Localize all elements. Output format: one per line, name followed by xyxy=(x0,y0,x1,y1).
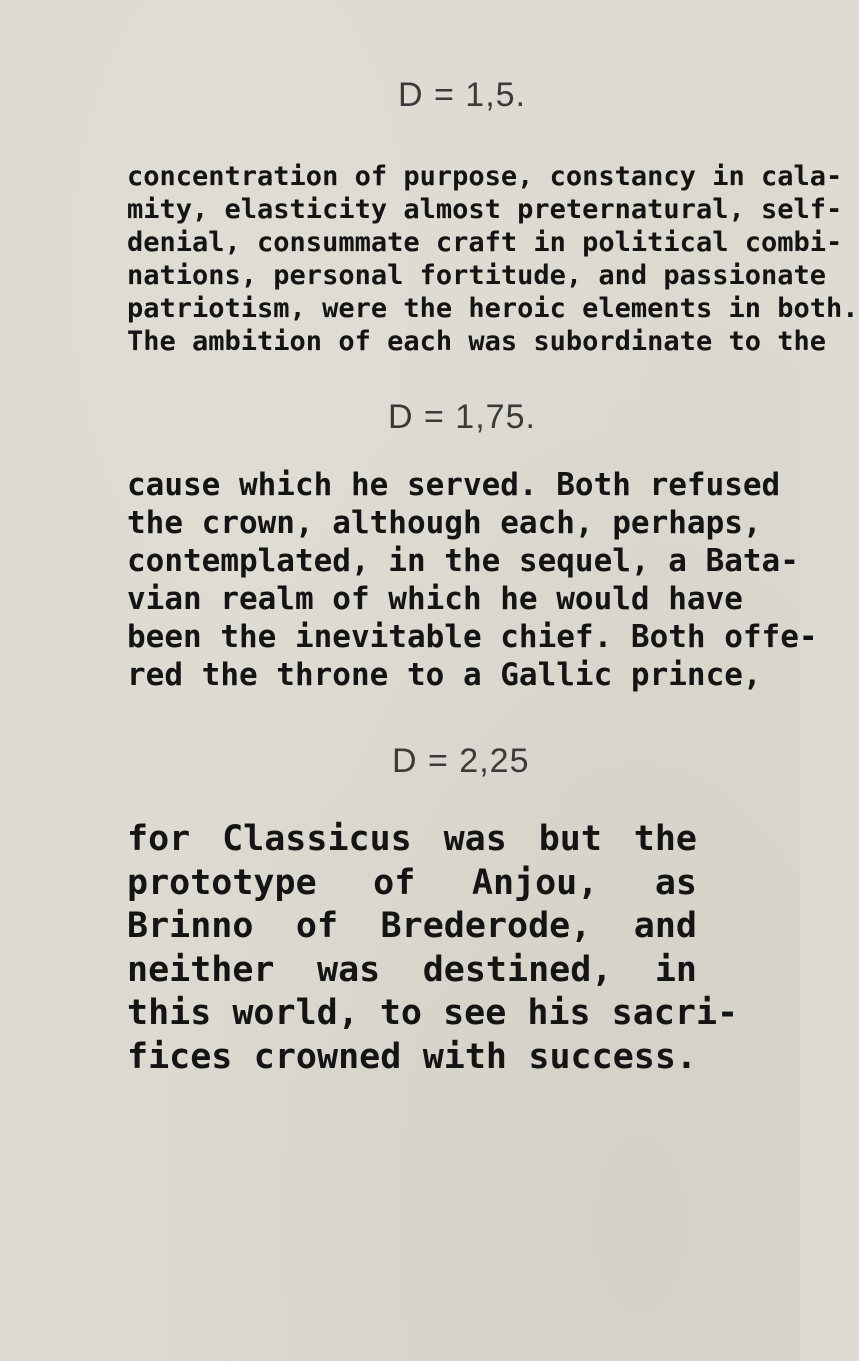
text-line: The ambition of each was subordinate to the xyxy=(127,326,826,357)
text-line: patriotism, were the heroic elements in both. xyxy=(127,293,859,324)
text-line: cause which he served. Both refused xyxy=(127,467,781,503)
section-label-1: D = 1,5. xyxy=(398,76,527,114)
text-line: contemplated, in the sequel, a Bata- xyxy=(127,543,799,579)
text-line: been the inevitable chief. Both offe- xyxy=(127,619,818,655)
text-line: mity, elasticity almost preternatural, self- xyxy=(127,194,843,225)
text-line: denial, consummate craft in political combi- xyxy=(127,227,843,258)
text-line: for Classicus was but the xyxy=(127,819,697,859)
text-block-3 xyxy=(127,818,739,1080)
section-label-3: D = 2,25 xyxy=(392,742,530,780)
text-line: vian realm of which he would have xyxy=(127,581,743,617)
text-line: prototype of Anjou, as xyxy=(127,862,697,903)
text-block-2 xyxy=(127,466,818,694)
text-line: the crown, although each, perhaps, xyxy=(127,505,762,541)
section-label-2: D = 1,75. xyxy=(388,398,536,436)
text-line: fices crowned with success. xyxy=(127,1036,697,1077)
text-line: Brinno of Brederode, and xyxy=(127,906,697,947)
text-line: this world, to see his sacri- xyxy=(127,993,739,1034)
text-line: nations, personal fortitude, and passionate xyxy=(127,260,826,291)
text-line: neither was destined, in xyxy=(127,949,697,990)
text-block-1 xyxy=(127,160,859,358)
text-line: concentration of purpose, constancy in cala- xyxy=(127,161,843,192)
text-line: red the throne to a Gallic prince, xyxy=(127,657,762,693)
